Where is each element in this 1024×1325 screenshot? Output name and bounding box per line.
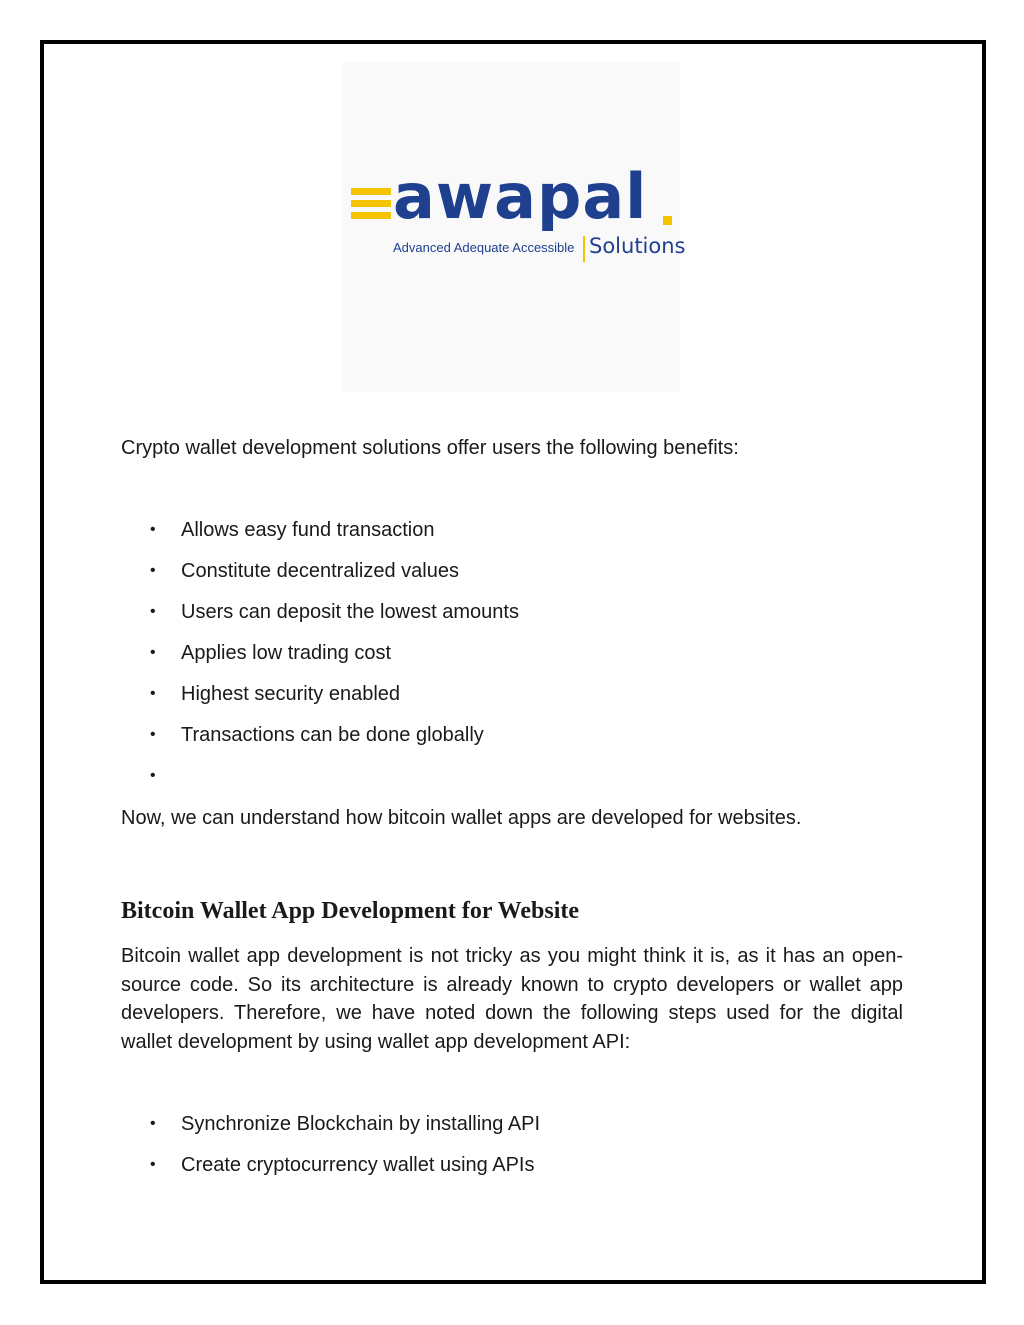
intro-text: Crypto wallet development solutions offer users the following benefits:: [121, 437, 739, 459]
transition-text: Now, we can understand how bitcoin wallet apps are developed for websites.: [121, 807, 802, 829]
bullet-icon: •: [150, 726, 156, 743]
bullet-icon: •: [150, 685, 156, 702]
list-item: • Transactions can be done globally: [121, 721, 519, 762]
list-item: • Users can deposit the lowest amounts: [121, 598, 519, 639]
logo-solutions: Solutions: [589, 234, 686, 258]
logo-wordmark: awapal: [393, 160, 648, 233]
company-logo: [343, 62, 686, 392]
list-item: • Synchronize Blockchain by installing API: [121, 1110, 540, 1151]
logo-dot: [663, 216, 672, 225]
bullet-icon: •: [150, 1156, 156, 1173]
bullet-icon: •: [150, 1115, 156, 1132]
steps-list: [121, 1110, 540, 1192]
list-item: • Create cryptocurrency wallet using APIs: [121, 1151, 540, 1192]
section-heading: Bitcoin Wallet App Development for Website: [121, 898, 580, 924]
list-item: • Highest security enabled: [121, 680, 519, 721]
bullet-icon: •: [150, 644, 156, 661]
list-item: • Constitute decentralized values: [121, 557, 519, 598]
bullet-icon: •: [150, 521, 156, 538]
logo-tagline: Advanced Adequate Accessible: [393, 240, 575, 255]
benefits-list: [121, 516, 519, 803]
list-item: [121, 762, 519, 803]
bullet-icon: •: [150, 767, 156, 784]
bullet-icon: •: [150, 603, 156, 620]
list-item: • Applies low trading cost: [121, 639, 519, 680]
bullet-icon: •: [150, 562, 156, 579]
list-item: • Allows easy fund transaction: [121, 516, 519, 557]
section-paragraph: Bitcoin wallet app development is not tricky as you might think it is, as it has an open-source code. So its architecture is already known to crypto developers or wallet app developers. Therefore, we have noted down the following steps used for the digital wallet development by using wallet app development API:: [121, 945, 903, 1053]
logo-separator: [583, 236, 585, 262]
logo-stripes-icon: [351, 188, 391, 224]
